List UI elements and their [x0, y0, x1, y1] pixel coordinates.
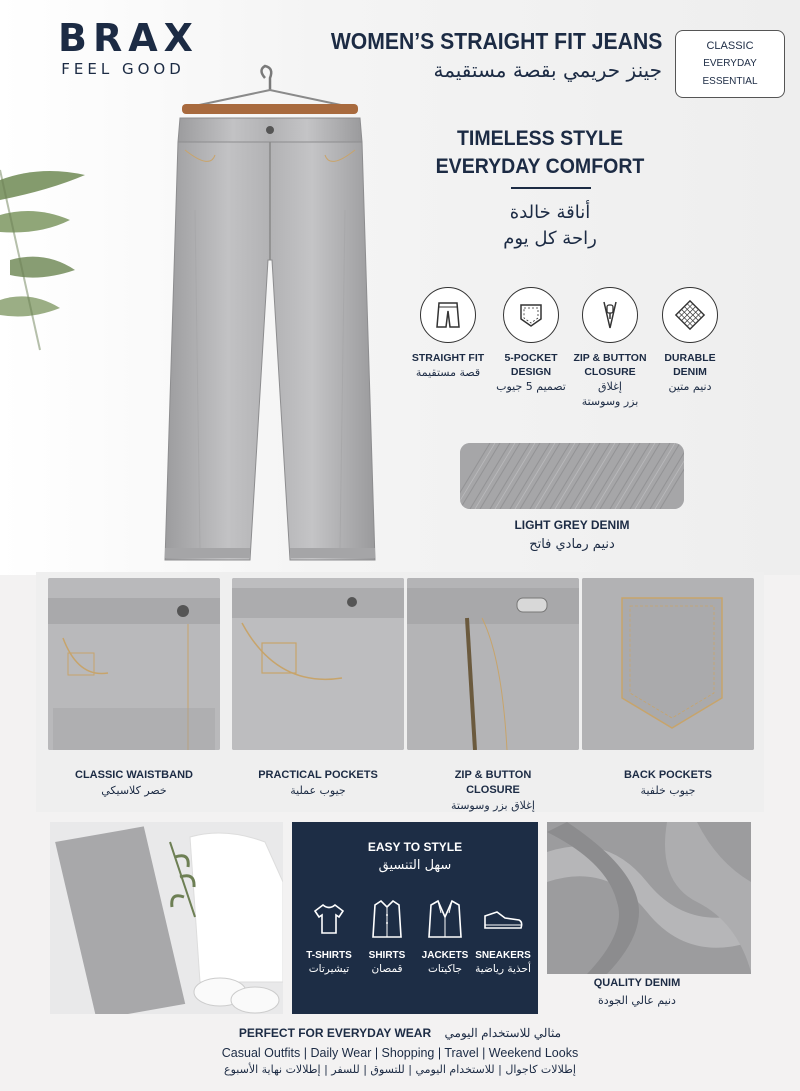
style-item-label: SNEAKERS [475, 950, 531, 961]
feature-straight-fit [408, 287, 488, 380]
style-item-label-arabic: أحذية رياضية [475, 963, 531, 975]
zipper-icon [582, 287, 638, 343]
sneaker-icon [474, 894, 532, 944]
feature-label-arabic: دنيم متين [668, 380, 712, 393]
easy-style-title: EASY TO STYLE [367, 840, 463, 854]
detail-card-waistband [48, 578, 220, 808]
easy-style-title-arabic: سهل التنسيق [378, 858, 452, 873]
wear-title: PERFECT FOR EVERYDAY WEAR [238, 1026, 432, 1040]
tshirt-icon [300, 894, 358, 944]
badge-line-2: EVERYDAY [703, 58, 757, 69]
feature-label-arabic: إغلاق [598, 380, 622, 393]
pockets-photo [232, 578, 404, 750]
feature-label: STRAIGHT FIT [411, 352, 485, 364]
tagline-ar-line-1: أناقة خالدة [509, 202, 591, 223]
feature-icons-row [408, 287, 730, 427]
product-title: WOMEN’S STRAIGHT FIT JEANS [330, 28, 662, 54]
detail-label: CLASSIC WAISTBAND [75, 769, 193, 781]
product-title-arabic: جينز حريمي بقصة مستقيمة [433, 58, 662, 82]
fabric-icon [662, 287, 718, 343]
denim-swatch-image [460, 443, 684, 509]
feature-label: DURABLE [664, 352, 716, 364]
feature-label: 5-POCKET [504, 352, 558, 364]
style-items-row [300, 894, 530, 1004]
tagline-divider [511, 187, 591, 189]
jeans-on-hanger-image [140, 60, 400, 570]
style-item-shirts [358, 894, 416, 975]
style-item-jackets [416, 894, 474, 975]
feature-zip-button [570, 287, 650, 409]
jeans-shorts-icon [420, 287, 476, 343]
waistband-photo [48, 578, 220, 750]
style-item-sneakers [474, 894, 532, 975]
detail-label-2: CLOSURE [466, 784, 520, 796]
feature-5-pocket [491, 287, 571, 394]
brand-name: BRAX [58, 16, 199, 60]
shirt-icon [358, 894, 416, 944]
style-item-label-arabic: جاكيتات [427, 963, 463, 975]
badge-line-1: CLASSIC [706, 40, 754, 52]
tagline-arabic [440, 200, 660, 252]
zip-closure-photo [407, 578, 579, 750]
feature-label-2: DESIGN [510, 366, 552, 378]
jacket-icon [416, 894, 474, 944]
detail-cards [36, 572, 764, 812]
tagline-english [433, 125, 647, 181]
quality-label-arabic: دنيم عالي الجودة [598, 994, 676, 1007]
feature-label-arabic: تصميم 5 جيوب [496, 380, 566, 393]
style-item-label-arabic: تيشيرتات [308, 963, 350, 975]
style-item-label-arabic: قمصان [371, 963, 403, 975]
pocket-icon [503, 287, 559, 343]
badge-line-3: ESSENTIAL [702, 76, 758, 87]
tagline-line-2: EVERYDAY COMFORT [435, 155, 645, 178]
classic-badge [675, 30, 785, 98]
detail-label-arabic: جيوب عملية [290, 784, 346, 797]
style-item-label: SHIRTS [368, 950, 406, 961]
detail-label-arabic: خصر كلاسيكي [101, 784, 167, 797]
plant-decoration [0, 160, 110, 360]
outfit-flatlay-photo [50, 822, 283, 1014]
wear-title-arabic: مثالي للاستخدام اليومي [444, 1026, 562, 1040]
detail-label-arabic: جيوب خلفية [640, 784, 696, 797]
swatch-label: LIGHT GREY DENIM [514, 518, 630, 532]
wear-occasions: Casual Outfits | Daily Wear | Shopping | Travel | Weekend Looks [221, 1046, 579, 1060]
detail-card-back-pockets [582, 578, 754, 808]
feature-label: ZIP & BUTTON [573, 352, 647, 364]
feature-label-2: DENIM [673, 366, 707, 378]
back-pocket-photo [582, 578, 754, 750]
tagline-line-1: TIMELESS STYLE [456, 127, 624, 150]
everyday-wear-section [200, 1026, 600, 1076]
quality-denim-photo [547, 822, 751, 974]
brand-tagline: FEEL GOOD [61, 60, 185, 78]
feature-label-arabic-2: بزر وسوستة [581, 395, 639, 408]
detail-label: PRACTICAL POCKETS [258, 769, 378, 781]
feature-durable-denim [650, 287, 730, 394]
feature-label-arabic: قصة مستقيمة [415, 366, 481, 379]
feature-label-2: CLOSURE [584, 366, 636, 378]
style-item-label: JACKETS [421, 950, 469, 961]
detail-card-zip [407, 578, 579, 812]
detail-label: BACK POCKETS [623, 769, 712, 781]
detail-card-pockets [232, 578, 404, 808]
style-item-tshirts [300, 894, 358, 975]
quality-label: QUALITY DENIM [593, 977, 681, 989]
easy-to-style-panel [292, 822, 538, 1014]
swatch-label-arabic: دنيم رمادي فاتح [529, 537, 615, 552]
detail-label-arabic: إغلاق بزر وسوستة [451, 799, 535, 812]
detail-label: ZIP & BUTTON [454, 769, 532, 781]
tagline-ar-line-2: راحة كل يوم [503, 228, 597, 249]
style-item-label: T-SHIRTS [306, 950, 352, 961]
wear-occasions-arabic: إطلالات كاجوال | للاستخدام اليومي | للتسوق | للسفر | إطلالات نهاية الأسبوع [224, 1063, 576, 1076]
